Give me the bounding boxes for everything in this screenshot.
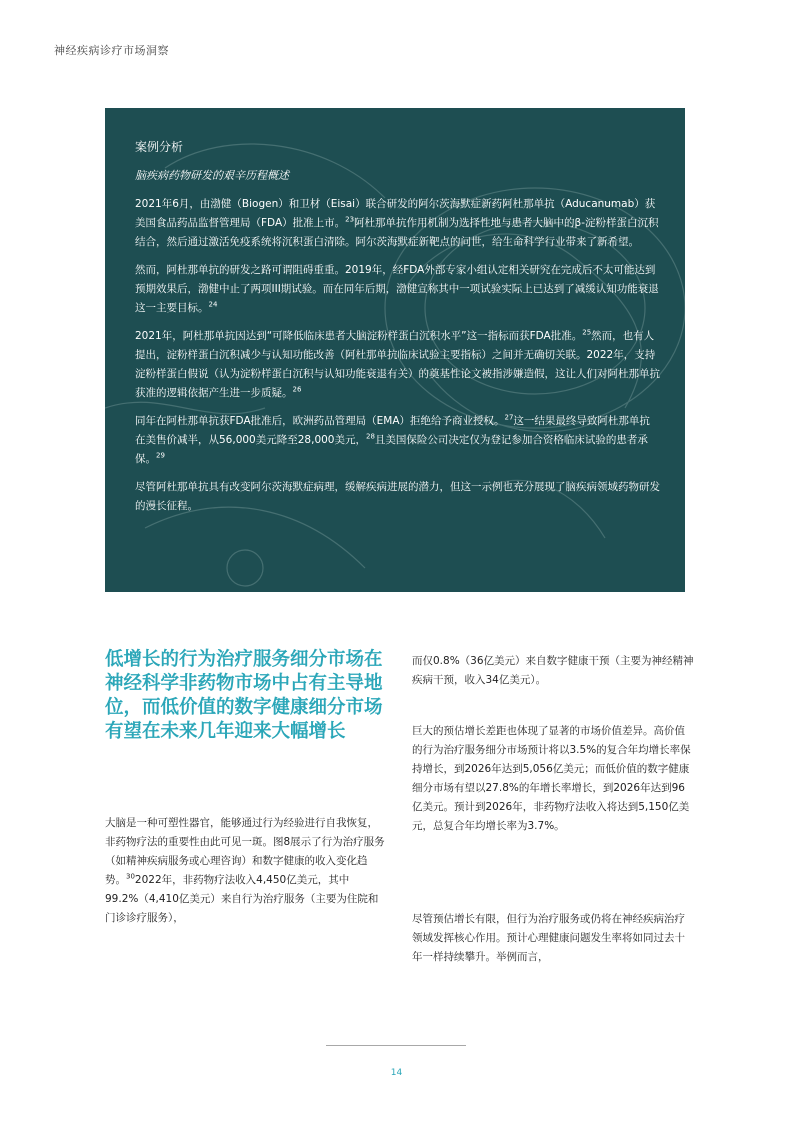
footnote-reference: 29 (156, 451, 165, 460)
text-run: 2022年，非药物疗法收入4,450亿美元，其中99.2%（4,410亿美元）来自行为治疗服务（主要为住院和门诊诊疗服务）， (105, 874, 379, 924)
case-study-paragraph (135, 327, 660, 403)
text-run: 2021年6月，由渤健（Biogen）和卫材（Eisai）联合研发的阿尔茨海默症新药阿杜那单抗（Aducanumab）获美国食品药品监督管理局（FDA）批准上市。 (135, 198, 656, 229)
case-study-paragraph (135, 478, 660, 516)
right-body-paragraph (412, 910, 694, 967)
footnote-reference: 24 (208, 300, 218, 309)
footnote-reference: 23 (345, 215, 355, 224)
text-run: 然而，阿杜那单抗的研发之路可谓阻碍重重。2019年，经FDA外部专家小组认定相关研究在完成后不太可能达到预期效果后，渤健中止了两项III期试验。而在同年后期，渤健宣称其中一项试验实际上已达到了减缓认知功能衰退这一主要目标。 (135, 264, 659, 314)
footnote-reference: 28 (365, 432, 375, 441)
text-run: 大脑是一种可塑性器官，能够通过行为经验进行自我恢复，非药物疗法的重要性由此可见一斑。图8展示了行为治疗服务（如精神疾病服务或心理咨询）和数字健康的收入变化趋势。 (105, 817, 385, 886)
case-study-content (135, 138, 660, 525)
text-run: 尽管阿杜那单抗具有改变阿尔茨海默症病理，缓解疾病进展的潜力，但这一示例也充分展现了脑疾病领域药物研发的漫长征程。 (135, 481, 660, 512)
case-study-paragraph (135, 261, 660, 318)
text-run: 然而，也有人提出，淀粉样蛋白沉积减少与认知功能改善（阿杜那单抗临床试验主要指标）之间并无确切关联。2022年，支持淀粉样蛋白假说（认为淀粉样蛋白沉积与认知功能衰退有关）的奠基性论文被指涉嫌造假，这让人们对阿杜那单抗获准的逻辑依据产生进一步质疑。 (135, 330, 660, 399)
text-run: 巨大的预估增长差距也体现了显著的市场价值差异。高价值的行为治疗服务细分市场预计将以3.5%的复合年均增长率保持增长，到2026年达到5,056亿美元；而低价值的数字健康细分市场有望以27.8%的年增长率增长，到2026年达到96亿美元。预计到2026年，非药物疗法收入将达到5,150亿美元，总复合年均增长率为3.7%。 (412, 725, 691, 832)
footnote-reference: 26 (292, 385, 302, 394)
right-body-paragraph (412, 722, 694, 836)
text-run: 阿杜那单抗作用机制为选择性地与患者大脑中的β-淀粉样蛋白沉积结合，然后通过激活免疫系统将沉积蛋白清除。阿尔茨海默症新靶点的问世，给生命科学行业带来了新希望。 (135, 217, 659, 248)
page-number: 14 (390, 1068, 403, 1078)
footnote-reference: 27 (504, 413, 514, 422)
text-run: 而仅0.8%（36亿美元）来自数字健康干预（主要为神经精神疾病干预，收入34亿美元）。 (412, 655, 694, 686)
right-body-paragraph (412, 652, 694, 690)
case-study-panel (105, 108, 685, 592)
section-headline: 低增长的行为治疗服务细分市场在神经科学非药物市场中占有主导地位，而低价值的数字健康细分市场有望在未来几年迎来大幅增长 (105, 649, 383, 742)
footnote-reference: 30 (126, 872, 135, 881)
text-run: 且美国保险公司决定仅为登记参加合资格临床试验的患者承保。 (135, 434, 648, 465)
case-study-paragraph (135, 412, 660, 469)
running-header: 神经疾病诊疗市场洞察 (54, 44, 169, 57)
text-run: 2021年，阿杜那单抗因达到“可降低临床患者大脑淀粉样蛋白沉积水平”这一指标而获FDA批准。 (135, 330, 583, 342)
case-study-subtitle: 脑疾病药物研发的艰辛历程概述 (135, 169, 289, 182)
left-body-paragraph (105, 814, 385, 928)
footnote-reference: 25 (582, 328, 592, 337)
text-run: 这一结果最终导致阿杜那单抗在美售价减半，从56,000美元降至28,000美元， (135, 415, 650, 446)
case-study-paragraph (135, 195, 660, 252)
case-study-title: 案例分析 (135, 140, 184, 154)
text-run: 同年在阿杜那单抗获FDA批准后，欧洲药品管理局（EMA）拒绝给予商业授权。 (135, 415, 505, 427)
footer-divider (326, 1045, 466, 1046)
text-run: 尽管预估增长有限，但行为治疗服务或仍将在神经疾病治疗领域发挥核心作用。预计心理健康问题发生率将如同过去十年一样持续攀升。举例而言， (412, 913, 685, 963)
